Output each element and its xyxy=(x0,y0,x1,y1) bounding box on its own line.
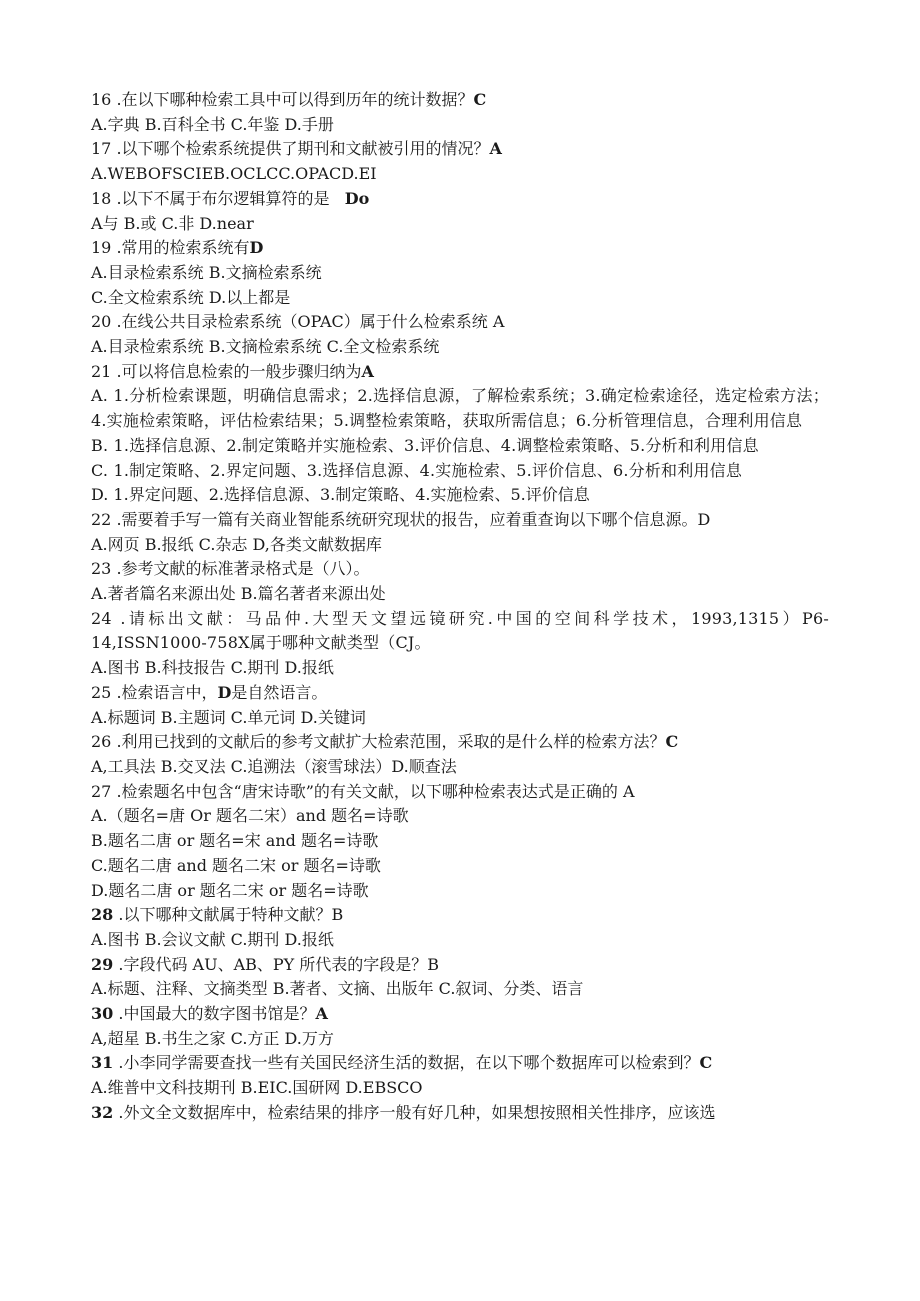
question-text: .检索题名中包含“唐宋诗歌”的有关文献，以下哪种检索表达式是正确的 A xyxy=(111,781,635,801)
question-text-after: 是自然语言。 xyxy=(231,682,328,702)
question-32 xyxy=(91,1101,829,1126)
option-line: C.全文检索系统 D.以上都是 xyxy=(91,287,291,307)
question-text: .小李同学需要查找一些有关国民经济生活的数据，在以下哪个数据库可以检索到？ xyxy=(113,1053,700,1073)
answer-key: D xyxy=(217,682,232,702)
question-text: .字段代码 AU、AB、PY 所代表的字段是？B xyxy=(113,954,440,974)
answer-key: A xyxy=(361,361,374,381)
option-line: A.图书 B.科技报告 C.期刊 D.报纸 xyxy=(91,658,334,678)
question-18 xyxy=(91,187,829,212)
question-number: 26 xyxy=(91,732,112,752)
option-line: A与 B.或 C.非 D.near xyxy=(91,213,254,233)
question-text: .在线公共目录检索系统（OPAC）属于什么检索系统 A xyxy=(111,312,505,332)
question-text: .以下不属于布尔逻辑算符的是 xyxy=(111,188,345,208)
question-number: 30 xyxy=(91,1004,114,1024)
option-line: D.题名二唐 or 题名二宋 or 题名=诗歌 xyxy=(91,880,369,900)
question-text: .参考文献的标准著录格式是（八）。 xyxy=(111,559,370,579)
question-number: 22 xyxy=(91,509,112,529)
option-line: A.网页 B.报纸 C.杂志 D,各类文献数据库 xyxy=(91,534,382,554)
question-24 xyxy=(91,607,829,656)
question-text: .在以下哪种检索工具中可以得到历年的统计数据？ xyxy=(111,90,474,109)
answer-key: C xyxy=(699,1053,713,1073)
question-number: 24 xyxy=(91,608,112,628)
option-line: A.目录检索系统 B.文摘检索系统 xyxy=(91,262,322,282)
question-31 xyxy=(91,1051,829,1076)
question-text: .需要着手写一篇有关商业智能系统研究现状的报告，应着重查询以下哪个信息源。D xyxy=(111,509,711,529)
answer-key: A xyxy=(489,139,502,159)
question-text: .以下哪个检索系统提供了期刊和文献被引用的情况？ xyxy=(111,139,490,159)
option-line: A.（题名=唐 Or 题名二宋）and 题名=诗歌 xyxy=(91,806,409,826)
answer-key: A xyxy=(315,1004,328,1024)
question-27 xyxy=(91,780,829,805)
option-paragraph: C. 1.制定策略、2.界定问题、3.选择信息源、4.实施检索、5.评价信息、6.分析和利用信息 xyxy=(91,460,743,480)
option-line: A.字典 B.百科全书 C.年鉴 D.手册 xyxy=(91,114,334,134)
answer-key: Do xyxy=(344,188,370,208)
question-19 xyxy=(91,236,829,261)
answer-key: C xyxy=(473,90,487,109)
option-line: A.标题、注释、文摘类型 B.著者、文摘、出版年 C.叙词、分类、语言 xyxy=(91,979,584,999)
option-line: A.WEBOFSCIEB.OCLCC.OPACD.EI xyxy=(91,164,377,184)
question-25 xyxy=(91,681,829,706)
question-number: 17 xyxy=(91,139,112,159)
question-23 xyxy=(91,557,829,582)
question-number: 32 xyxy=(91,1102,114,1122)
question-29 xyxy=(91,953,829,978)
option-line: A,超星 B.书生之家 C.方正 D.万方 xyxy=(91,1028,334,1048)
option-line: A.目录检索系统 B.文摘检索系统 C.全文检索系统 xyxy=(91,337,440,357)
question-number: 25 xyxy=(91,682,112,702)
option-paragraph: A. 1.分析检索课题，明确信息需求；2.选择信息源，了解检索系统；3.确定检索途径，选定检索方法；4.实施检索策略，评估检索结果；5.调整检索策略，获取所需信息；6.分析管理信息，合理利用信息 xyxy=(91,386,829,431)
option-line: A.著者篇名来源出处 B.篇名著者来源出处 xyxy=(91,584,386,604)
question-20 xyxy=(91,310,829,335)
question-number: 23 xyxy=(91,559,112,579)
option-line: C.题名二唐 and 题名二宋 or 题名=诗歌 xyxy=(91,855,381,875)
question-21 xyxy=(91,360,829,385)
question-list xyxy=(91,88,829,1126)
answer-key: C xyxy=(665,732,679,752)
question-30 xyxy=(91,1002,829,1027)
question-number: 28 xyxy=(91,905,114,925)
question-16 xyxy=(91,88,829,113)
question-text: .常用的检索系统有 xyxy=(111,238,250,258)
option-line: A.维普中文科技期刊 B.EIC.国研网 D.EBSCO xyxy=(91,1078,423,1098)
question-26 xyxy=(91,730,829,755)
question-text: .利用已找到的文献后的参考文献扩大检索范围，采取的是什么样的检索方法？ xyxy=(111,732,666,752)
question-number: 31 xyxy=(91,1053,114,1073)
question-text: .中国最大的数字图书馆是？ xyxy=(113,1004,316,1024)
option-line: B.题名二唐 or 题名=宋 and 题名=诗歌 xyxy=(91,831,379,851)
question-text: .请标出文献：马品仲.大型天文望远镜研究.中国的空间科学技术，1993,1315）P6-14,ISSN1000-758X属于哪种文献类型（CJ。 xyxy=(91,608,829,653)
answer-key: D xyxy=(249,238,264,258)
question-number: 20 xyxy=(91,312,112,332)
question-number: 27 xyxy=(91,781,112,801)
option-line: A.标题词 B.主题词 C.单元词 D.关键词 xyxy=(91,707,366,727)
question-text: .以下哪种文献属于特种文献？B xyxy=(113,905,344,925)
question-number: 18 xyxy=(91,188,112,208)
question-text: .检索语言中， xyxy=(111,682,218,702)
question-text: .可以将信息检索的一般步骤归纳为 xyxy=(111,361,362,381)
question-17 xyxy=(91,137,829,162)
question-number: 19 xyxy=(91,238,112,258)
question-text: .外文全文数据库中，检索结果的排序一般有好几种，如果想按照相关性排序，应该选 xyxy=(113,1102,716,1122)
question-22 xyxy=(91,508,829,533)
question-number: 16 xyxy=(91,90,112,109)
question-number: 21 xyxy=(91,361,112,381)
option-line: A,工具法 B.交叉法 C.追溯法（滚雪球法）D.顺查法 xyxy=(91,756,457,776)
option-paragraph: B. 1.选择信息源、2.制定策略并实施检索、3.评价信息、4.调整检索策略、5.分析和利用信息 xyxy=(91,435,759,455)
question-number: 29 xyxy=(91,954,114,974)
option-line: D. 1.界定问题、2.选择信息源、3.制定策略、4.实施检索、5.评价信息 xyxy=(91,485,590,505)
question-28 xyxy=(91,903,829,928)
option-line: A.图书 B.会议文献 C.期刊 D.报纸 xyxy=(91,929,334,949)
